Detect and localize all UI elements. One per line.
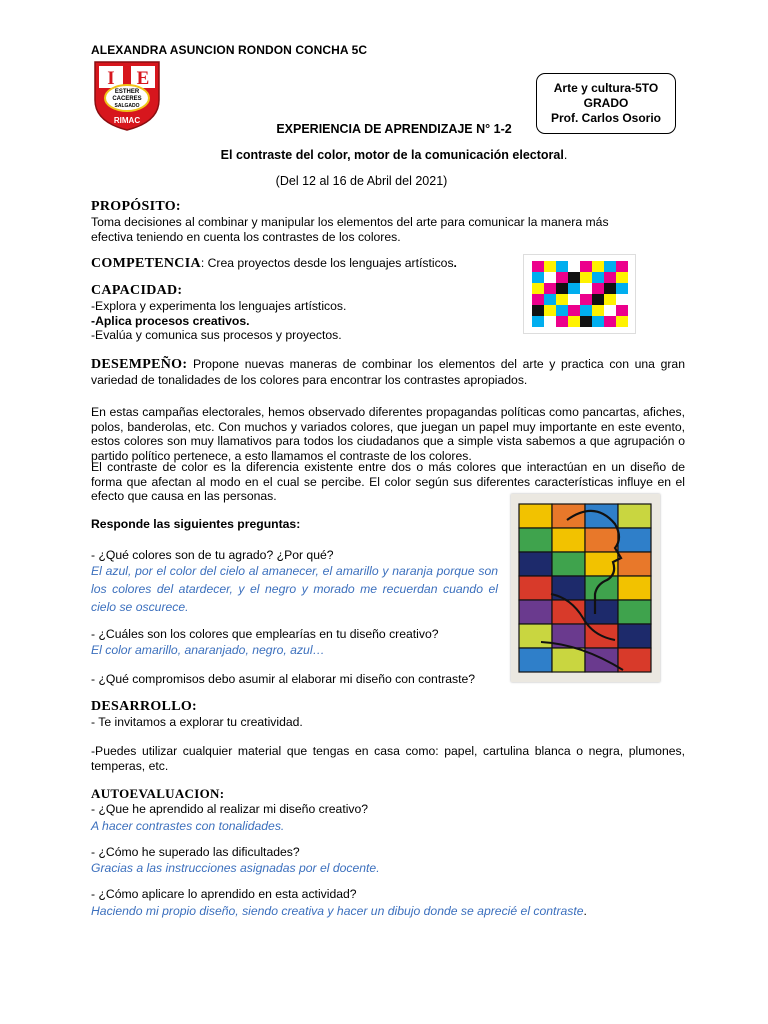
grid-cell — [544, 272, 556, 283]
grid-cell — [568, 261, 580, 272]
proposito-text: Toma decisiones al combinar y manipular los elementos del arte para comunicar la manera más efectiva teniendo en cuenta los contrastes de los colores. — [91, 215, 609, 244]
intro-paragraph-2: El contraste de color es la diferencia existente entre dos o más colores que interactúan en un diseño de forma que afectan al modo en el cual se percibe. El color según sus diferentes características influye en el efecto que causa en las personas. — [91, 460, 685, 504]
grid-cell — [568, 283, 580, 294]
grid-cell — [604, 305, 616, 316]
auto-question-3: - ¿Cómo aplicare lo aprendido en esta actividad? — [91, 887, 357, 902]
auto-answer-2: Gracias a las instrucciones asignadas por el docente. — [91, 861, 380, 876]
artwork-cell — [585, 600, 618, 624]
grid-cell — [592, 316, 604, 327]
grid-cell — [580, 305, 592, 316]
proposito-section — [91, 199, 685, 244]
grid-cell — [532, 283, 544, 294]
grid-cell — [604, 316, 616, 327]
grid-cell — [580, 261, 592, 272]
answer-1: El azul, por el color del cielo al amanecer, el amarillo y naranja porque son los colores del atardecer, y el negro y morado me recuerdan cuando el cielo se oscurece. — [91, 564, 498, 614]
cmyk-grid-image — [523, 254, 636, 334]
logo-letter-i: I — [107, 68, 115, 89]
grid-cell — [568, 272, 580, 283]
logo-line-2: CACERES — [112, 96, 142, 102]
artwork-cell — [519, 504, 552, 528]
logo-district: RIMAC — [113, 116, 141, 125]
course-line-3: Prof. Carlos Osorio — [550, 111, 662, 125]
grid-cell — [556, 294, 568, 305]
capacidad-item-1: -Explora y experimenta los lenguajes artísticos. — [91, 299, 347, 313]
intro-paragraph-1: En estas campañas electorales, hemos observado diferentes propagandas políticas como pancartas, afiches, polos, banderolas, etc. Con muchos y variados colores, que juegan un papel muy importante en este evento, estos colores son muy llamativos para todos los ciudadanos que a simple vista sabemos a que agrupación o partido político pertenece, a esto llamamos el contraste de los colores. — [91, 405, 685, 463]
grid-cell — [616, 316, 628, 327]
grid-cell — [568, 294, 580, 305]
grid-cell — [544, 261, 556, 272]
grid-cell — [580, 272, 592, 283]
grid-cell — [604, 261, 616, 272]
grid-cell — [616, 272, 628, 283]
grid-cell — [616, 283, 628, 294]
grid-cell — [544, 305, 556, 316]
grid-cell — [568, 305, 580, 316]
grid-cell — [556, 272, 568, 283]
grid-cell — [592, 283, 604, 294]
auto-answer-3: Haciendo mi propio diseño, siendo creativa y hacer un dibujo donde se aprecié el contraste. — [91, 903, 587, 918]
artwork-cell — [519, 624, 552, 648]
auto-answer-1: A hacer contrastes con tonalidades. — [91, 818, 285, 833]
desarrollo-text-1: - Te invitamos a explorar tu creatividad. — [91, 715, 303, 729]
artwork-cell — [618, 600, 651, 624]
question-1: - ¿Qué colores son de tu agrado? ¿Por qué? — [91, 548, 334, 562]
questions-heading: Responde las siguientes preguntas: — [91, 517, 301, 531]
grid-cell — [580, 294, 592, 305]
artwork-cell — [552, 648, 585, 672]
grid-cell — [556, 305, 568, 316]
artwork-cell — [552, 504, 585, 528]
artwork-cell — [585, 576, 618, 600]
logo-line-1: ESTHER — [114, 89, 140, 95]
artwork-cell — [519, 576, 552, 600]
autoevaluacion-heading: AUTOEVALUACION: — [91, 786, 225, 801]
grid-cell — [604, 283, 616, 294]
grid-cell — [556, 316, 568, 327]
author-name: ALEXANDRA ASUNCION RONDON CONCHA 5C — [91, 43, 368, 57]
grid-cell — [544, 294, 556, 305]
grid-cell — [556, 283, 568, 294]
grid-cell — [580, 283, 592, 294]
artwork-cell — [585, 528, 618, 552]
grid-cell — [616, 305, 628, 316]
grid-cell — [544, 316, 556, 327]
logo-line-3: SALGADO — [114, 103, 140, 109]
question-2: - ¿Cuáles son los colores que emplearías en tu diseño creativo? — [91, 627, 439, 641]
grid-cell — [592, 305, 604, 316]
desarrollo-section — [91, 699, 303, 730]
grid-cell — [592, 272, 604, 283]
grid-cell — [616, 294, 628, 305]
student-artwork-image — [511, 494, 660, 682]
competencia-heading: COMPETENCIA — [91, 256, 201, 271]
artwork-cell — [618, 576, 651, 600]
experience-title: EXPERIENCIA DE APRENDIZAJE N° 1-2 — [276, 122, 512, 136]
auto-question-2: - ¿Cómo he superado las dificultades? — [91, 844, 300, 859]
autoevaluacion-section — [91, 786, 691, 920]
grid-cell — [568, 316, 580, 327]
grid-cell — [532, 272, 544, 283]
desarrollo-heading: DESARROLLO: — [91, 699, 197, 714]
experience-subtitle: El contraste del color, motor de la comunicación electoral. — [220, 148, 568, 162]
grid-cell — [592, 261, 604, 272]
grid-cell — [532, 261, 544, 272]
grid-cell — [532, 305, 544, 316]
date-range: (Del 12 al 16 de Abril del 2021) — [275, 174, 448, 188]
auto-question-1: - ¿Que he aprendido al realizar mi diseño creativo? — [91, 802, 369, 816]
artwork-cell — [618, 504, 651, 528]
desempeno-heading: DESEMPEÑO: — [91, 357, 188, 372]
artwork-cell — [618, 552, 651, 576]
artwork-cell — [618, 624, 651, 648]
logo-letter-e: E — [136, 68, 150, 89]
artwork-cell — [585, 504, 618, 528]
course-line-2: GRADO — [583, 96, 629, 110]
grid-cell — [616, 261, 628, 272]
capacidad-item-3: -Evalúa y comunica sus procesos y proyectos. — [91, 328, 342, 343]
artwork-cell — [519, 600, 552, 624]
artwork-cell — [552, 528, 585, 552]
course-line-1: Arte y cultura-5TO — [553, 81, 659, 95]
desempeno-section — [91, 357, 685, 387]
artwork-cell — [585, 648, 618, 672]
artwork-cell — [519, 552, 552, 576]
grid-cell — [604, 294, 616, 305]
grid-cell — [592, 294, 604, 305]
competencia-text: : Crea proyectos desde los lenguajes artísticos — [200, 256, 454, 270]
proposito-heading: PROPÓSITO: — [91, 199, 181, 214]
grid-cell — [556, 261, 568, 272]
desarrollo-text-2: -Puedes utilizar cualquier material que tengas en casa como: papel, cartulina blanca o negra, plumones, temperas, etc. — [91, 744, 685, 773]
grid-cell — [580, 316, 592, 327]
capacidad-section — [91, 283, 511, 343]
grid-cell — [532, 294, 544, 305]
grid-cell — [544, 283, 556, 294]
answer-2: El color amarillo, anaranjado, negro, azul… — [91, 643, 325, 657]
artwork-cell — [618, 648, 651, 672]
artwork-cell — [552, 552, 585, 576]
desempeno-text: Propone nuevas maneras de combinar los elementos del arte y practica con una gran variedad de tonalidades de los colores para encontrar los contrastes apropiados. — [91, 357, 685, 387]
artwork-cell — [618, 528, 651, 552]
competencia-section: COMPETENCIA: Crea proyectos desde los lenguajes artísticos. — [91, 256, 457, 271]
artwork-cell — [519, 648, 552, 672]
question-3: - ¿Qué compromisos debo asumir al elaborar mi diseño con contraste? — [91, 672, 476, 686]
capacidad-heading: CAPACIDAD: — [91, 283, 183, 298]
grid-cell — [532, 316, 544, 327]
capacidad-item-2: -Aplica procesos creativos. — [91, 313, 250, 328]
grid-cell — [604, 272, 616, 283]
artwork-cell — [519, 528, 552, 552]
